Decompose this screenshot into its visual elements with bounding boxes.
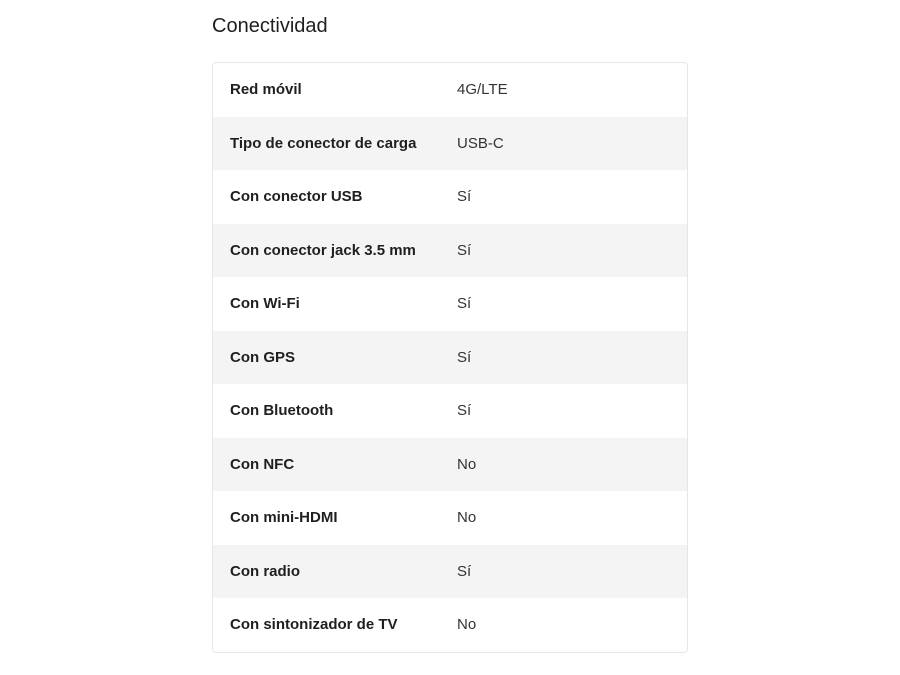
spec-row-mini-hdmi — [213, 491, 687, 545]
spec-value: Sí — [457, 188, 472, 206]
spec-label: Con Bluetooth — [230, 402, 334, 420]
spec-value: Sí — [457, 562, 472, 580]
spec-value: USB-C — [457, 134, 504, 152]
spec-row-wifi — [213, 277, 687, 331]
spec-label: Con conector jack 3.5 mm — [230, 241, 416, 259]
spec-row-red-movil — [213, 63, 687, 117]
spec-label: Con GPS — [230, 348, 296, 366]
spec-value: Sí — [457, 402, 472, 420]
spec-row-conector-usb — [213, 170, 687, 224]
spec-value: No — [457, 509, 477, 527]
spec-value: Sí — [457, 295, 472, 313]
spec-label: Con NFC — [230, 455, 295, 473]
section-title: Conectividad — [212, 15, 328, 37]
spec-row-tv-tuner — [213, 598, 687, 652]
spec-label: Red móvil — [230, 81, 302, 99]
spec-label: Con mini-HDMI — [230, 509, 338, 527]
spec-value: No — [457, 616, 477, 634]
spec-label: Con radio — [230, 562, 300, 580]
spec-value: No — [457, 455, 477, 473]
spec-value: Sí — [457, 241, 472, 259]
spec-row-gps — [213, 331, 687, 385]
spec-table — [212, 62, 688, 653]
spec-label: Con Wi-Fi — [230, 295, 300, 313]
spec-label: Con conector USB — [230, 188, 363, 206]
spec-row-bluetooth — [213, 384, 687, 438]
spec-row-radio — [213, 545, 687, 599]
spec-label: Con sintonizador de TV — [230, 616, 398, 634]
spec-row-nfc — [213, 438, 687, 492]
spec-label: Tipo de conector de carga — [230, 134, 417, 152]
spec-row-conector-carga — [213, 117, 687, 171]
spec-value: 4G/LTE — [457, 81, 508, 99]
spec-row-jack — [213, 224, 687, 278]
spec-value: Sí — [457, 348, 472, 366]
